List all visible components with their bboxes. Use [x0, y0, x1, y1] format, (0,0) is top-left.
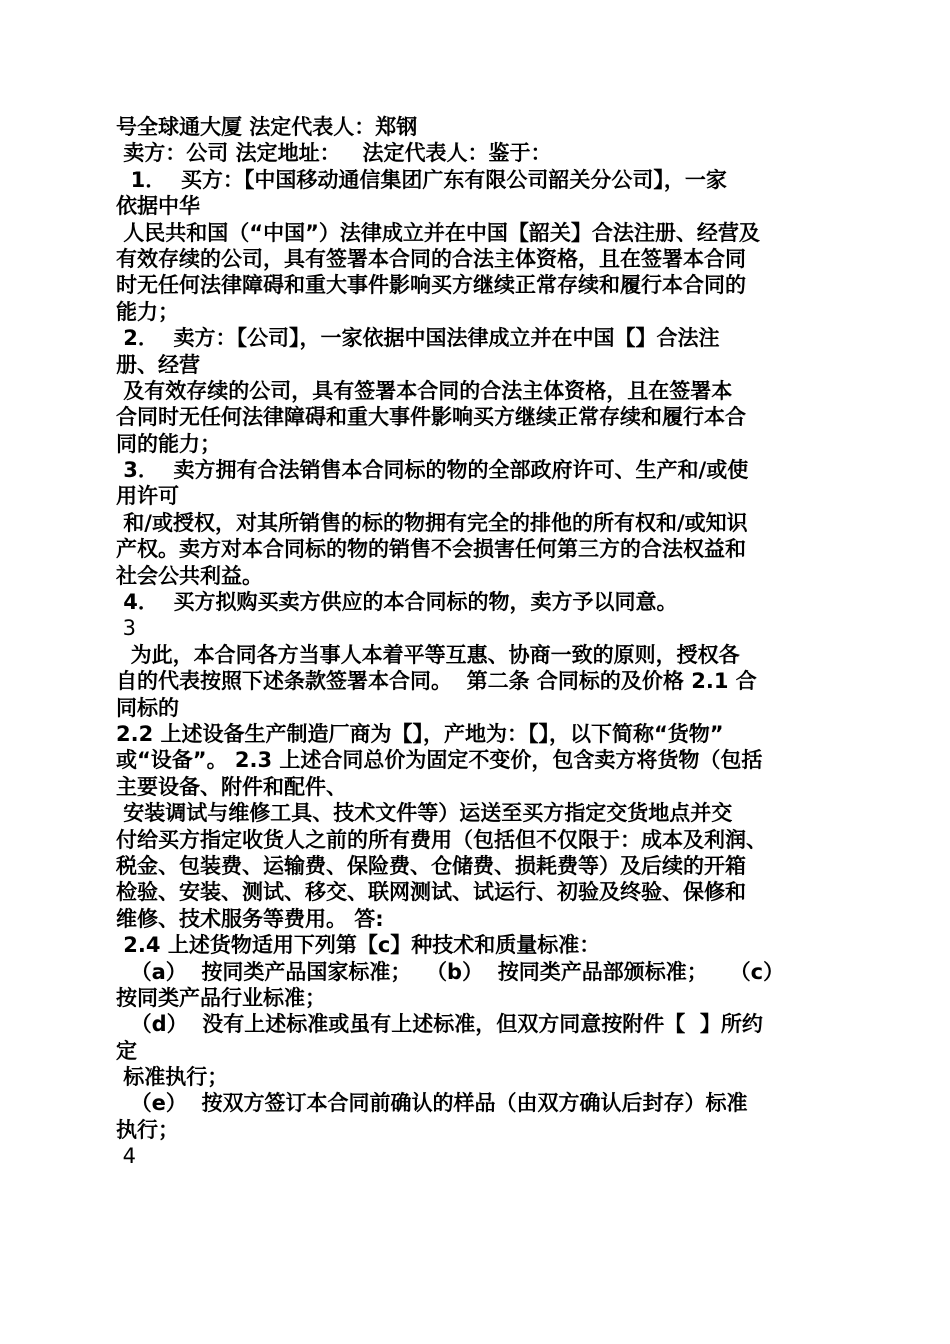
text-line-5: 人民共和国（“中国”）法律成立并在中国【韶关】合法注册、经营及: [116, 220, 760, 245]
text-line-21: 为此，本合同各方当事人本着平等互惠、协商一致的原则，授权各: [116, 642, 740, 667]
page-number-4: 4: [116, 1144, 137, 1169]
text-line-6: 有效存续的公司，具有签署本合同的合法主体资格，且在签署本合同: [116, 246, 746, 271]
text-line-24: 2.2 上述设备生产制造厂商为【】，产地为：【】，以下简称“货物”: [116, 721, 724, 746]
text-line-22: 自的代表按照下述条款签署本合同。 第二条 合同标的及价格 2.1 合: [116, 669, 757, 694]
text-line-28: 付给买方指定收货人之前的所有费用（包括但不仅限于：成本及利润、: [116, 827, 767, 852]
text-line-10: 册、经营: [116, 352, 200, 377]
text-line-30: 检验、安装、测试、移交、联网测试、试运行、初验及终验、保修和: [116, 880, 746, 905]
text-line-29: 税金、包装费、运输费、保险费、仓储费、损耗费等）及后续的开箱: [116, 853, 746, 878]
text-line-39: 执行；: [116, 1117, 179, 1142]
text-line-38: （e） 按双方签订本合同前确认的样品（由双方确认后封存）标准: [116, 1091, 748, 1116]
text-line-9: 2． 卖方：【公司】，一家依据中国法律成立并在中国【】合法注: [116, 326, 720, 351]
text-line-18: 社会公共利益。: [116, 563, 263, 588]
text-line-17: 产权。卖方对本合同标的物的销售不会损害任何第三方的合法权益和: [116, 537, 746, 562]
text-line-32: 2.4 上述货物适用下列第【c】种技术和质量标准：: [116, 933, 601, 958]
text-line-7: 时无任何法律障碍和重大事件影响买方继续正常存续和履行本合同的: [116, 273, 746, 298]
text-line-12: 合同时无任何法律障碍和重大事件影响买方继续正常存续和履行本合: [116, 405, 746, 430]
text-line-15: 用许可: [116, 484, 179, 509]
text-line-19: 4． 买方拟购买卖方供应的本合同标的物，卖方予以同意。: [116, 590, 678, 615]
text-line-14: 3． 卖方拥有合法销售本合同标的物的全部政府许可、生产和/或使: [116, 458, 749, 483]
text-line-1: 号全球通大厦 法定代表人：郑钢: [116, 115, 418, 139]
text-line-34: 按同类产品行业标准；: [116, 985, 326, 1010]
text-line-26: 主要设备、附件和配件、: [116, 774, 347, 799]
text-line-13: 同的能力；: [116, 431, 221, 456]
page-number-3: 3: [116, 616, 137, 641]
text-line-2: 卖方：公司 法定地址： 法定代表人：鉴于：: [116, 141, 552, 166]
text-line-11: 及有效存续的公司，具有签署本合同的合法主体资格，且在签署本: [116, 378, 733, 403]
text-line-37: 标准执行；: [116, 1065, 229, 1090]
text-line-36: 定: [116, 1038, 137, 1063]
text-line-8: 能力；: [116, 299, 179, 324]
text-line-3: 1． 买方：【中国移动通信集团广东有限公司韶关分公司】，一家: [116, 167, 727, 192]
text-line-33: （a） 按同类产品国家标准； （b） 按同类产品部颁标准； （c）: [116, 959, 785, 984]
text-line-25: 或“设备”。 2.3 上述合同总价为固定不变价，包含卖方将货物（包括: [116, 748, 763, 773]
document-body: [116, 114, 846, 1170]
text-line-27: 安装调试与维修工具、技术文件等）运送至买方指定交货地点并交: [116, 801, 733, 826]
text-line-23: 同标的: [116, 695, 179, 720]
text-line-31: 维修、技术服务等费用。 答:: [116, 906, 384, 931]
text-line-35: （d） 没有上述标准或虽有上述标准，但双方同意按附件【 】所约: [116, 1012, 763, 1037]
text-line-16: 和/或授权，对其所销售的标的物拥有完全的排他的所有权和/或知识: [116, 510, 748, 535]
text-line-4: 依据中华: [116, 194, 200, 219]
